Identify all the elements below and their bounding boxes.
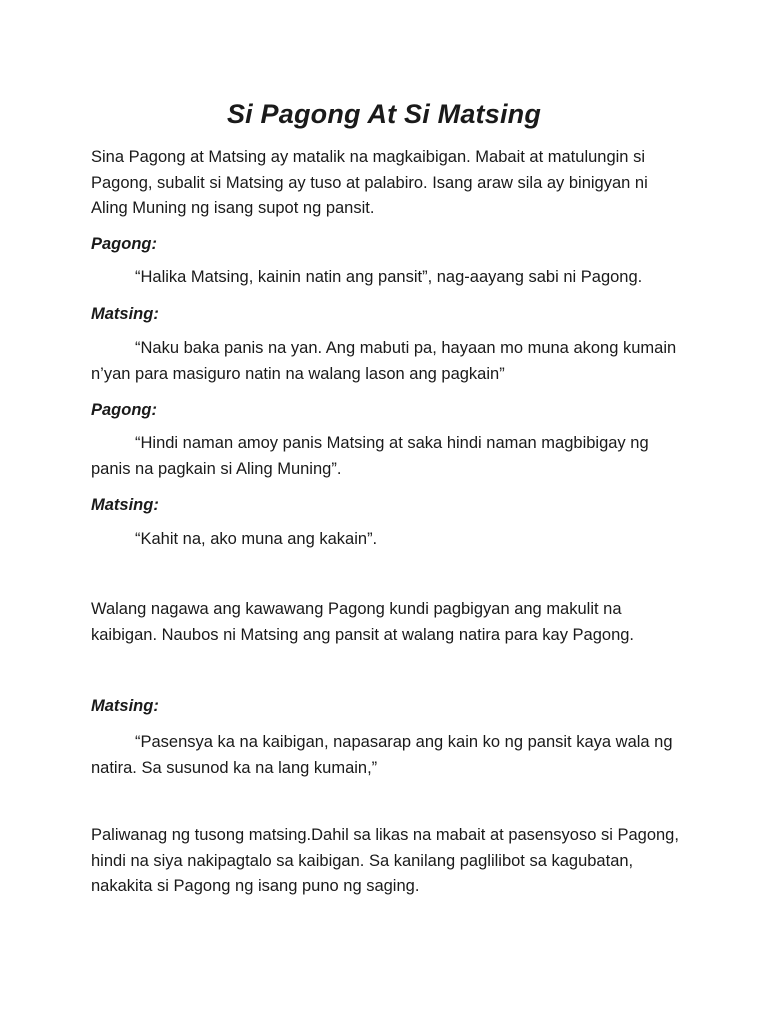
document-title: Si Pagong At Si Matsing bbox=[226, 99, 542, 129]
dialogue-line: “Pasensya ka na kaibigan, napasarap ang kain ko ng pansit kaya wala ng natira. Sa susunod ka na lang kumain,” bbox=[91, 733, 673, 777]
speaker-label: Matsing: bbox=[91, 697, 159, 715]
speaker-label: Pagong: bbox=[91, 401, 157, 419]
narration-paragraph: Walang nagawa ang kawawang Pagong kundi pagbigyan ang makulit na kaibigan. Naubos ni Matsing ang pansit at walang natira para kay Pagong. bbox=[91, 600, 635, 644]
dialogue-line: “Kahit na, ako muna ang kakain”. bbox=[135, 530, 378, 548]
dialogue-line: “Hindi naman amoy panis Matsing at saka hindi naman magbibigay ng panis na pagkain si Aling Muning”. bbox=[91, 434, 649, 478]
dialogue-line: “Halika Matsing, kainin natin ang pansit”, nag-aayang sabi ni Pagong. bbox=[135, 268, 643, 286]
speaker-label: Pagong: bbox=[91, 235, 157, 253]
speaker-label: Matsing: bbox=[91, 496, 159, 514]
dialogue-line: “Naku baka panis na yan. Ang mabuti pa, hayaan mo muna akong kumain n’yan para masiguro natin na walang lason ang pagkain” bbox=[91, 339, 677, 383]
speaker-label: Matsing: bbox=[91, 305, 159, 323]
narration-paragraph: Paliwanag ng tusong matsing.Dahil sa likas na mabait at pasensyoso si Pagong, hindi na siya nakipagtalo sa kaibigan. Sa kanilang paglilibot sa kagubatan, nakakita si Pagong ng isang puno ng saging. bbox=[91, 826, 679, 895]
intro-paragraph: Sina Pagong at Matsing ay matalik na magkaibigan. Mabait at matulungin si Pagong, subalit si Matsing ay tuso at palabiro. Isang araw sila ay binigyan ni Aling Muning ng isang supot ng pansit. bbox=[91, 148, 648, 217]
